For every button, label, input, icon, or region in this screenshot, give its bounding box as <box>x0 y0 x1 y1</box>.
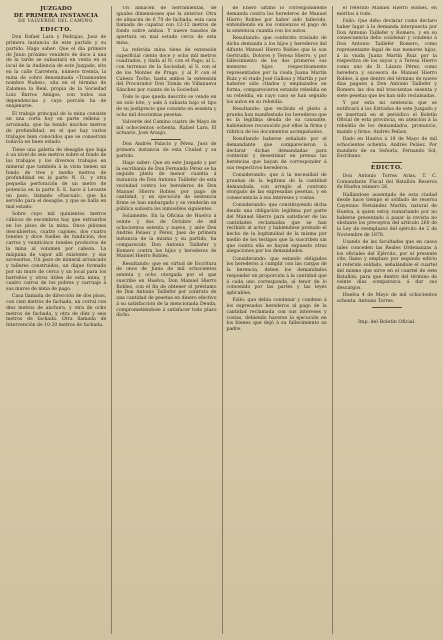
paragraph: Usando de las facultades que en casos tales conceden las Reales Ordenanzas á los oficiales del Ejército, por el presente cito, llamo y emplazo por segundo edicto al referido soldado, señalándole el cuartel del mismo que sirve en el cuartel de este Batallón, para que dentro del término de veinte días comparezca á dar sus descargos. <box>336 240 437 291</box>
divider <box>372 307 402 308</box>
paragraph: Considerando: que estando obligados los herederos á cumplir con las cargas de la herencia, deben los demandados responder en proporción á la cantidad que á cada uno corresponda, al tenor de lo convenido por las partes y las leyes aplicables. <box>226 256 327 296</box>
column-2 <box>111 6 216 634</box>
divider <box>372 162 402 163</box>
signature-paragraph: Valverde del Camino cuatro de Mayo de mil ochocientos ochenta. Rafael Lara. El actuario, José Araujo. <box>116 119 217 137</box>
edicto-heading: EDICTO. <box>40 26 73 33</box>
paragraph: Tiene una galería de desagüe que baja á un nivel de seis metros sobre el fondo de los trabajos y los diversos trabajos en mineral que también á la vista tienen un fondo de tres y medio metros de profundidad en la parte N. O., y otra pequeña perforación de un metro de potencia en la parte S. E. hace á Levante un pozo, llamado «Pascual», que ha servido para el desagüe, y que se halla en mal estado. <box>6 147 107 211</box>
signature-paragraph: Huelva 4 de Mayo de mil ochocientos ochenta. Antonio Torres. <box>336 293 437 304</box>
paragraph: Don Andrés Palacio y Pérez, Juez de primera instancia de esta Ciudad y su partido. <box>116 142 217 159</box>
signature-paragraph: Dado en Huelva á 18 de Mayo de mil ochocientos ochenta. Andrés Peláez. Por mandato de su Señoría, Fernando Sol, Escribano. <box>336 137 437 160</box>
paragraph: Hallándose ausentado de esta ciudad desde hace tiempo el soldado de reserva Cayetano Fernández Martín, natural de Huelva, á quien estoy sumariando por no haberse presentado á pasar la revista no obstante los preceptos del artículo 260 de la Ley de reemplazos del ejército de 2 de Noviembre de 1878. <box>336 192 437 238</box>
paragraph: Solamente. En la Oficina de Huelva á veinte y dos de Octubre de mil ochocientos setenta y nueve, y ante Don Andrés Pelaez y Pérez, Juez de primera instancia de la misma y su partido, ha comparecido Don Antonio Taillefer y Romero contra los hijos y herederos de Manuel Hierro Robles. <box>116 214 217 260</box>
paragraph: Fallo: que debía condenar y condeno á los expresados herederos al pago de la cantidad reclamada con sus intereses y costas, debiendo hacerse la ejecución en los bienes que dejó á su fallecimiento su padre. <box>226 298 327 332</box>
paragraph: El trabajo principal de la mina consiste en una corta hoy en parte rellena y arruinada, que ha tenido muchos metros de profundidad, en el que hay varios trabajos bien conocidos que se conservan todavía en buen estado. <box>6 111 107 146</box>
edicto-heading: EDICTO. <box>370 165 403 171</box>
paragraph: Y por esta mi sentencia que se notificará á los Estrados de este Juzgado y se insertará en el periódico el Boletín Oficial de esta provincia, en atención á la rebeldía de los demandados, pronuncio, mando y firmo. Andrés Peláez. <box>336 101 437 135</box>
paragraph: Sobre cuyo mil quinientos metros cúbicos de escombros hay que extraerlos en los pisos de la mina. Once piñones descubiertos, cuatro cajones, dos cuatro toneles y doce fuelles de fundición, dos carros y veinticinco toneles productos de la mina al volumen por cabeza. La máquina de vapor allí existente, y sus accesorios, Un pozo de mineral arrancado y talleres construidos, un dique formado por un muro de cerca y un local para los barreños y otros útiles de esta mina, y cuatro carros de los pobres y carruaje á sus muros de mina de pago. <box>6 212 107 293</box>
printer-footer: Imp. del Boletín Oficial. <box>358 319 416 325</box>
paragraph: Don Antonio Torres Arias, T. C. Comandante Fiscal del Batallón Reserva de Huelva número 26. <box>336 173 437 191</box>
paragraph: Resultando: que en virtud de Escritura de once de Junio de mil ochocientos setenta y ocho otorgada por el que suscribe en Huelva, Don Manuel Hierro Robles, con el fin de obtener el préstamo de Don Antonio Taillefer por contrato de una cantidad de pesetas en dinero efectivo á su satisfacción de la mencionada Deuda, comprometiéndose á satisfacer todo plazo dicho. <box>116 261 217 319</box>
column-3 <box>222 6 327 634</box>
paragraph: Casa llamada de dirección de dos pisos, con cien metros de fachada, un corral con diez metros de anchura, y otra de ocho metros de fachada, y otra de diez y seis metros de fachada. Otra llamada de Intervención de 10·20 metros de fachada. <box>6 294 107 329</box>
paragraph: Todo lo que queda descrito se vende en un solo lote, y sale á subasta bajo el tipo de su justiprecio que consiste en sesenta y ocho mil doscientas pesetas. <box>116 95 217 118</box>
paragraph: Resultando: que conferido traslado de dicha demanda á los hijos y herederos del difunto Manuel Hierro Robles que lo son Gertrudis, Dolores y Teresa Hierro, y por fallecimiento de los dos primeros sus menores hijos respectivamente representados por la viuda Juana Martín Ruiz y el viudo José Galloso y Martín y por haberse sido citados y emplazados en forma, comparecieron estando rebeldía en su rebeldía, en cuyo caso se han seguido los autos en su rebeldía. <box>226 36 327 105</box>
paragraph: Considerando: que constituyendo dicha deuda una obligación legítima por parte del Manuel Hierro para satisfacer de las cantidades reclamadas que se han recibido al actor, y habiéndose probado el hecho de la legitimidad de la misma por medio de los testigos que la suscriben sin que contra ella se hayan expuesto otras alegaciones por los demandados. <box>226 203 327 255</box>
paragraph: de Enero último lo correspondiente demanda contra los herederos de Manuel Hierro Robles por haber sido fallecido, entendiendo en los comienzos el pago de la sentencia cuantía con los autos. <box>226 6 327 34</box>
court-header-line3: DE VALVERDE DEL CAMINO. <box>18 19 95 25</box>
court-header-line2: DE PRIMERA INSTANCIA <box>13 12 99 19</box>
paragraph: Don Rafael Lara y Pedrajas, Juez de primera instancia de este partido y su partido. Hago saber: Que el día primero de Junio próximo venidero de doce á una de la tarde se subastará en venta en el local de la Audiencia de este Juzgado, sito en la calle Carretera, número treinta, la mina de cobre denominada «Trasmontes nombre Nuñez», sita en el término de Zalamea la Real, propia de la Sociedad Luis Barros Amigos, con todos sus dependencias y cuya porción ha de enajenarse. <box>6 35 107 110</box>
divider <box>151 139 181 140</box>
paragraph: Hago saber: Que en este Juzgado y por la escribanía de Don Fernando Pérez se ha seguido pleito de menor cuantía á instancia de Don Antonio Taillefer de esta vecindad contra los herederos de Don Manuel Hierro Robles por pago de cantidad, y en ejecución de sentencia firme se han embargado y se venderán en pública subasta los inmuebles siguientes. <box>116 160 217 212</box>
paragraph: La referida mina tiene de extensión superficial ciento doce y ocho mil metros cuadrados, y linda al N. con el Pago; al L. con terrenos de la Sociedad; al S. con el de los Montes de Prugo, y al P. con el Cabezo Tocho, hasta ambos la extensión del Procurador Don Tomás de Villanueva Sánchez por cuanto de la Sociedad. <box>116 47 217 93</box>
paragraph: Resultando haberse señalado por el demandante que comparecieron á declarar dichas demandadas para contestar y desestimar en prensa las herencias que hayan de corresponder á sus respectivos herederos. <box>226 137 327 171</box>
columns <box>6 6 437 634</box>
column-1 <box>6 6 106 634</box>
paragraph: Considerando: que á la necesidad de pruebas de la legítima de la cantidad demandada, con arreglo al contrato otorgado de las expresadas pesetas, y en consecuencia á sus intereses y costas. <box>226 173 327 201</box>
paragraph: Fallo: Que debo declarar como declaro haber lugar á la demanda interpuesta por Don Antonio Taillefer y Romero, y en su consecuencia debo condenar y condeno á Don Antonio Taillefer Romero, como representante legal de sus menores hijos, á la viuda Juana Martín Ruiz por la respectiva de los suyos y á Teresa Hierro como uno de D. Lázaro Pérez, como heredera y sucesora de Manuel Hierro Robles, á que dentro del término de nueve días paguen á Don Antonio Taillefer y Romero las dos mil trescientas sesenta y siete pesetas que les han sido reclamadas. <box>336 19 437 99</box>
court-header: JUZGADO <box>40 6 73 12</box>
paragraph: el referido Manuel Hierro Robles, en méritos á todo. <box>336 6 437 17</box>
paragraph: Resultando: que recibido el pleito á prueba han manifestado los herederos que es la legítima deuda de su causante, habiéndose reconocido por ellos la firma y rúbrica de los documentos acompañados. <box>226 106 327 135</box>
column-4 <box>332 6 437 634</box>
paragraph: Un almacén de herramientas, de iguales dimensiones que la anterior. Otra de almacén de 6 70 de fachada, esta casa llamada de capataz con 12-12 metros de fondo sobre ambas. Y nueve tasados de apertura en mal estado cerca de esta mina. <box>116 6 217 46</box>
